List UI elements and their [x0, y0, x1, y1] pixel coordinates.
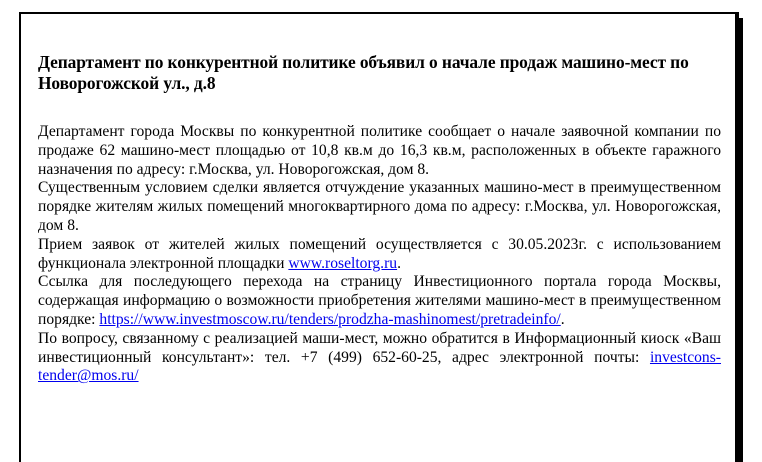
investmoscow-link[interactable]: https://www.investmoscow.ru/tenders/prodzha-mashinomest/pretradeinfo/ — [99, 310, 561, 328]
email-link[interactable]: investcons-tender@mos.ru/ — [38, 348, 721, 385]
document-title: Департамент по конкурентной политике объявил о начале продаж машино-мест по Новорогожской ул., д.8 — [38, 52, 689, 93]
paragraph-end: . — [397, 254, 401, 272]
document-content — [38, 52, 721, 386]
paragraph-sale-condition: Существенным условием сделки является отчуждение указанных машино-мест в преимущественном порядке жителям жилых помещений многоквартирного дома по адресу: г.Москва, ул. Новорогожская, дом 8. — [38, 179, 721, 234]
paragraph-sale-announcement: Департамент города Москвы по конкурентной политике сообщает о начале заявочной компании по продаже 62 машино-мест площадью от 10,8 кв.м до 16,3 кв.м, расположенных в объекте гаражного назначения по адресу: г.Москва, ул. Новорогожская, дом 8. — [38, 123, 721, 178]
paragraph-text: По вопросу, связанному с реализацией маши-мест, можно обратится в Информационный киоск «Ваш инвестиционный консультант»: тел. +7 (499) 652-60-25, адрес электронной почты: — [38, 329, 721, 366]
paragraph-contacts — [38, 330, 721, 386]
paragraph-text: Прием заявок от жителей жилых помещений осуществляется с 30.05.2023г. с использованием функционала электронной площадки — [38, 235, 721, 272]
paragraph-portal-link — [38, 273, 721, 329]
paragraph-text: Ссылка для последующего перехода на страницу Инвестиционного портала города Москвы, содержащая информацию о возможности приобретения жителями машино-мест в преимущественном порядке: — [38, 273, 721, 328]
paragraph-application-start — [38, 236, 721, 274]
paragraph-end: . — [560, 310, 565, 328]
roseltorg-link[interactable]: www.roseltorg.ru — [288, 254, 398, 272]
document-body — [38, 123, 721, 386]
